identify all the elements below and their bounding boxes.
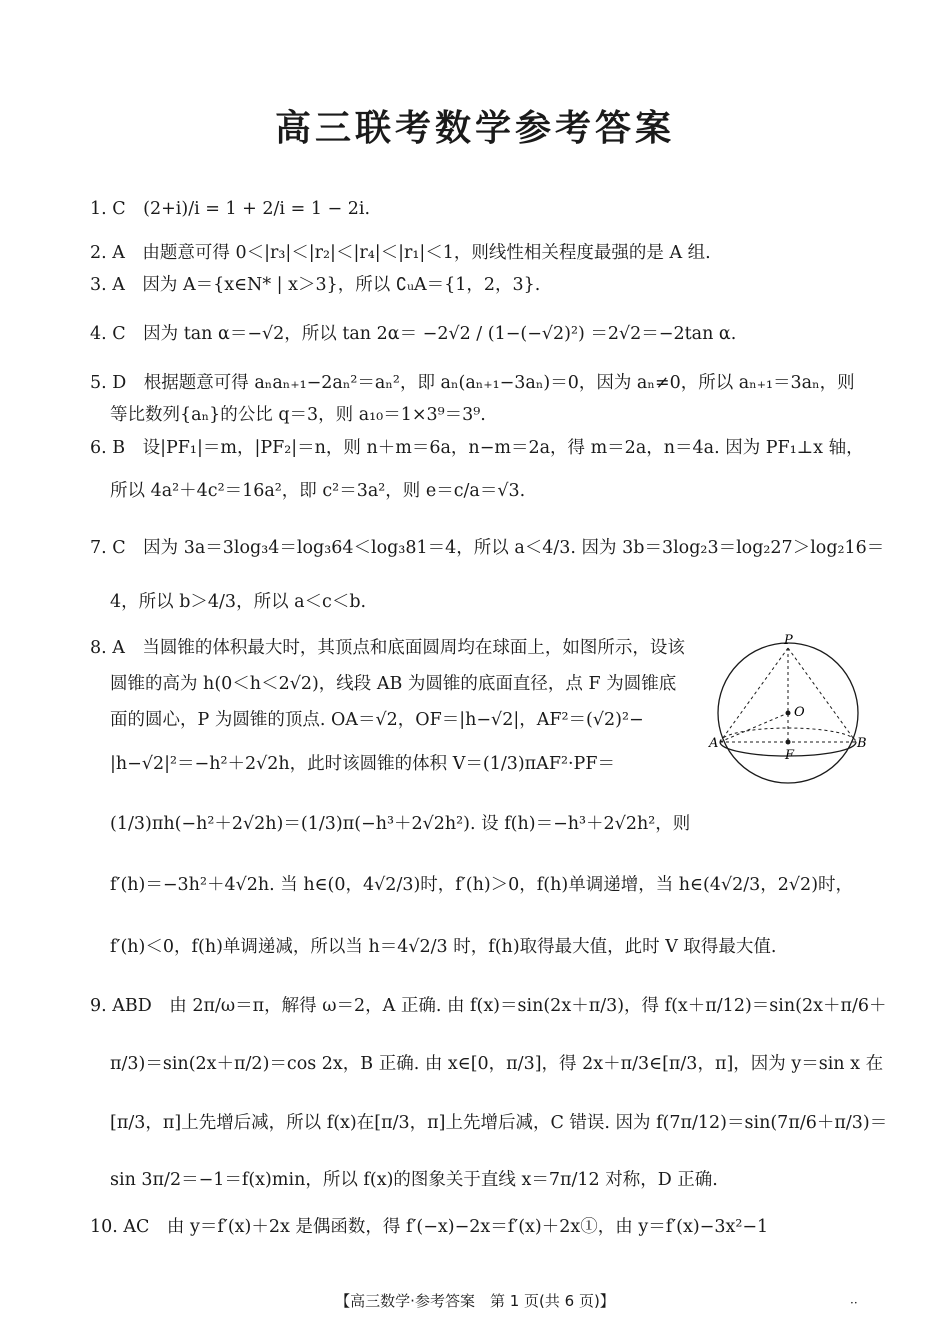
answer-9-line-1: 9. ABD 由 2π/ω＝π，解得 ω＝2，A 正确. 由 f(x)＝sin(2x＋π/3)，得 f(x＋π/12)＝sin(2x＋π/6＋ (90, 996, 887, 1016)
answer-5-line-1: 5. D 根据题意可得 aₙaₙ₊₁−2aₙ²＝aₙ²，即 aₙ(aₙ₊₁−3aₙ)＝0，因为 aₙ≠0，所以 aₙ₊₁＝3aₙ，则 (90, 373, 855, 393)
answer-9-line-3: [π/3，π]上先增后减，所以 f(x)在[π/3，π]上先增后减，C 错误. 因为 f(7π/12)＝sin(7π/6＋π/3)＝ (110, 1113, 888, 1133)
answer-9-line-2: π/3)＝sin(2x＋π/2)＝cos 2x，B 正确. 由 x∈[0，π/3]，得 2x＋π/3∈[π/3，π]，因为 y＝sin x 在 (110, 1054, 884, 1074)
answer-8-line-4: |h−√2|²＝−h²＋2√2h，此时该圆锥的体积 V＝(1/3)πAF²·PF＝ (110, 754, 615, 774)
answer-7-line-1: 7. C 因为 3a＝3log₃4＝log₃64＜log₃81＝4，所以 a＜4/3. 因为 3b＝3log₂3＝log₂27＞log₂16＝ (90, 538, 885, 558)
page-title: 高三联考数学参考答案 (274, 108, 675, 149)
answer-10-line-1: 10. AC 由 y＝f′(x)＋2x 是偶函数，得 f′(−x)−2x＝f′(x)＋2x①，由 y＝f′(x)−3x²−1 (90, 1217, 769, 1237)
answer-8-line-1: 8. A 当圆锥的体积最大时，其顶点和底面圆周均在球面上，如图所示，设该 (90, 638, 685, 658)
point-f (786, 740, 791, 745)
answer-7-line-2: 4，所以 b＞4/3，所以 a＜c＜b. (110, 592, 367, 612)
corner-marker: ·· (850, 1296, 858, 1310)
cone-in-sphere-figure (708, 628, 868, 788)
answer-4-line-1: 4. C 因为 tan α＝−√2，所以 tan 2α＝ −2√2 / (1−(−√2)²) ＝2√2＝−2tan α. (90, 324, 737, 344)
cone-edge-right (788, 648, 856, 742)
answer-1-line-1: 1. C (2+i)/i = 1 + 2/i = 1 − 2i. (90, 199, 371, 219)
answer-8-line-6: f′(h)＝−3h²＋4√2h. 当 h∈(0，4√2/3)时，f′(h)＞0，f(h)单调递增，当 h∈(4√2/3，2√2)时， (110, 875, 854, 895)
label-a: A (709, 736, 719, 751)
page-footer: 【高三数学·参考答案 第 1 页(共 6 页)】 (335, 1292, 615, 1310)
label-p: P (784, 633, 793, 648)
label-f: F (785, 748, 795, 763)
answer-8-line-5: (1/3)πh(−h²＋2√2h)＝(1/3)π(−h³＋2√2h²). 设 f(h)＝−h³＋2√2h²，则 (110, 814, 691, 834)
label-o: O (794, 705, 805, 720)
answer-8-line-3: 面的圆心，P 为圆锥的顶点. OA＝√2，OF＝|h−√2|，AF²＝(√2)²− (110, 710, 644, 730)
answer-3-line-1: 3. A 因为 A＝{x∈N* | x＞3}，所以 ∁ᵤA＝{1，2，3}. (90, 275, 541, 295)
answer-6-line-1: 6. B 设|PF₁|＝m，|PF₂|＝n，则 n＋m＝6a，n−m＝2a，得 m＝2a，n＝4a. 因为 PF₁⊥x 轴， (90, 438, 864, 458)
answer-8-line-2: 圆锥的高为 h(0＜h＜2√2)，线段 AB 为圆锥的底面直径，点 F 为圆锥底 (110, 674, 677, 694)
label-b: B (857, 736, 867, 751)
point-o (786, 711, 791, 716)
answer-2-line-1: 2. A 由题意可得 0＜|r₃|＜|r₂|＜|r₄|＜|r₁|＜1，则线性相关程度最强的是 A 组. (90, 243, 711, 263)
answer-5-line-2: 等比数列{aₙ}的公比 q＝3，则 a₁₀＝1×3⁹＝3⁹. (110, 405, 486, 425)
answer-9-line-4: sin 3π/2＝−1＝f(x)min，所以 f(x)的图象关于直线 x＝7π/12 对称，D 正确. (110, 1170, 718, 1190)
answer-6-line-2: 所以 4a²＋4c²＝16a²，即 c²＝3a²，则 e＝c/a＝√3. (110, 481, 526, 501)
answer-8-line-7: f′(h)＜0，f(h)单调递减，所以当 h＝4√2/3 时，f(h)取得最大值，此时 V 取得最大值. (110, 937, 777, 957)
